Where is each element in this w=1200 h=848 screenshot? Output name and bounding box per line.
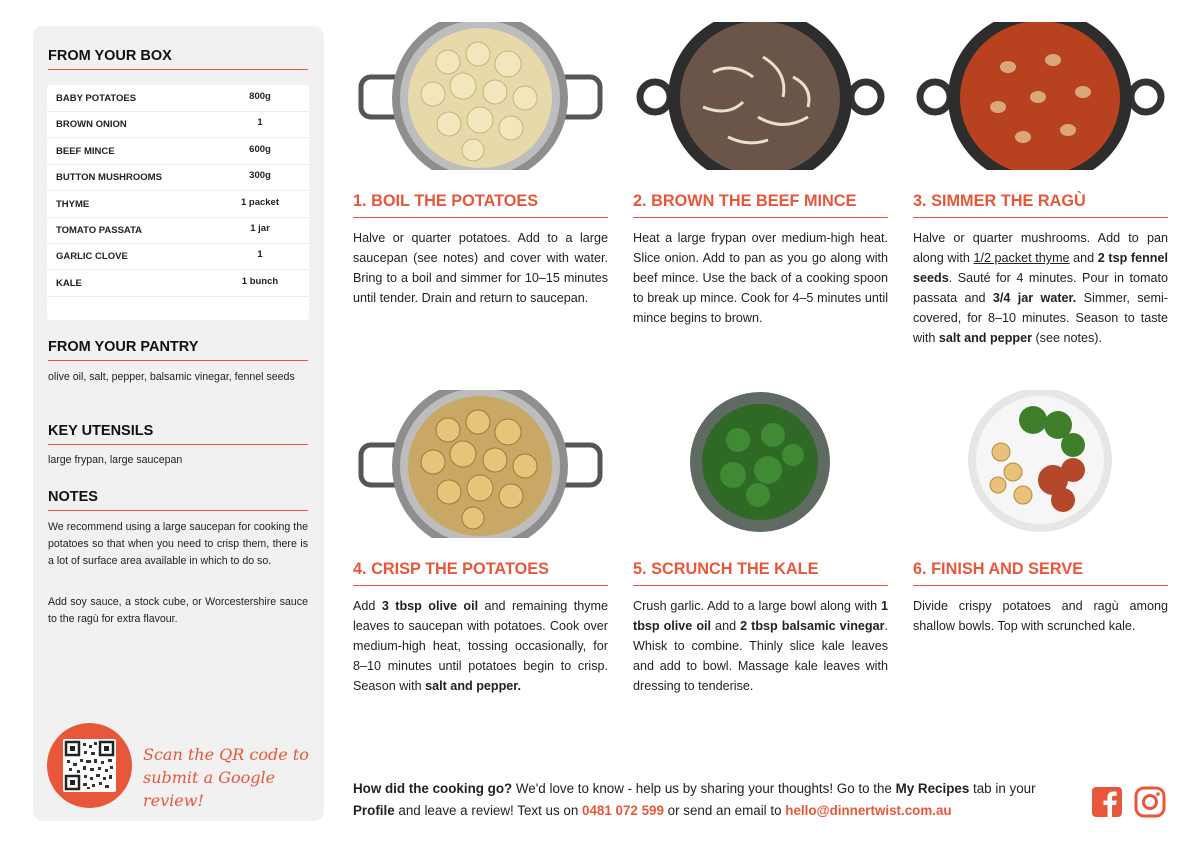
pantry-text: olive oil, salt, pepper, balsamic vinegar, fennel seeds <box>48 371 295 383</box>
qr-caption-line-2: submit a Google review! <box>143 768 276 810</box>
qr-badge[interactable] <box>47 723 132 808</box>
notes-paragraph-2: Add soy sauce, a stock cube, or Worcestershire sauce to the ragù for extra flavour. <box>48 596 308 625</box>
ingredient-name: BABY POTATOES <box>56 93 137 104</box>
my-recipes-link[interactable]: My Recipes <box>895 781 970 796</box>
step-text-segment: . Sauté for 4 minutes. Pour in tomato passata and <box>913 271 1168 305</box>
facebook-icon[interactable] <box>1091 786 1123 818</box>
step-6-text <box>913 596 1168 636</box>
qr-caption-line-1: Scan the QR code to <box>143 745 309 764</box>
ingredient-quantity: 1 packet <box>240 196 280 208</box>
ingredient-row <box>47 138 309 165</box>
bold-ingredient: 1 tbsp olive oil <box>633 599 888 633</box>
bold-ingredient: salt and pepper <box>938 331 1032 345</box>
step-5-text <box>633 596 888 696</box>
ingredient-quantity: 300g <box>249 170 271 182</box>
step-text-segment: and <box>711 619 741 633</box>
bold-ingredient: salt and pepper. <box>425 679 521 693</box>
ingredient-row <box>47 270 309 297</box>
notes-heading: NOTES <box>48 489 308 511</box>
bold-ingredient: 2 tbsp balsamic vinegar <box>740 619 885 633</box>
step-text-segment: Divide crispy potatoes and ragù among shallow bowls. Top with scrunched kale. <box>913 599 1168 633</box>
bold-ingredient: 3/4 jar water. <box>992 291 1077 305</box>
step-1-title: 1. BOIL THE POTATOES <box>353 192 608 218</box>
ingredients-table <box>47 85 309 320</box>
footer-question: How did the cooking go? <box>353 781 513 796</box>
instagram-icon[interactable] <box>1134 786 1166 818</box>
ingredient-row <box>47 191 309 218</box>
step-text-segment: and remaining thyme leaves to saucepan with potatoes. Cook over medium-high heat, tossing occasionally, for 8–10 minutes until potatoes begin to crisp. Season with <box>353 599 608 693</box>
ingredient-name: BEEF MINCE <box>56 145 115 157</box>
ingredient-quantity: 1 <box>257 117 263 129</box>
feedback-footer <box>353 778 1073 822</box>
footer-text-2: tab in your <box>969 781 1036 796</box>
ingredient-quantity: 1 bunch <box>241 275 279 287</box>
step-text-segment: Simmer, semi-covered, for 8–10 minutes. Season to taste with <box>913 291 1168 345</box>
notes-paragraph-1: We recommend using a large saucepan for cooking the potatoes so that when you need to crisp them, there is a lot of surface area available in which to do so. <box>48 521 308 567</box>
ingredient-row <box>47 85 309 112</box>
ingredient-name: KALE <box>56 277 82 289</box>
qr-code[interactable] <box>63 739 116 792</box>
ingredient-name: BROWN ONION <box>56 119 127 131</box>
footer-text-3: and leave a review! Text us on <box>394 803 583 818</box>
bold-ingredient: 3 tbsp olive oil <box>381 599 479 613</box>
step-6-title: 6. FINISH AND SERVE <box>913 560 1168 586</box>
ingredient-name: GARLIC CLOVE <box>56 251 128 263</box>
ingredient-name: TOMATO PASSATA <box>56 225 143 236</box>
step-text-segment: Add <box>353 599 382 613</box>
ingredient-name: THYME <box>56 198 90 210</box>
ingredient-row <box>47 243 309 270</box>
step-text-segment: Halve or quarter potatoes. Add to a large saucepan (see notes) and cover with water. Bring to a boil and simmer for 10–15 minutes until tender. Drain and return to saucepan. <box>353 231 608 305</box>
step-1-text <box>353 228 608 308</box>
utensils-text: large frypan, large saucepan <box>48 454 183 466</box>
step-2-title: 2. BROWN THE BEEF MINCE <box>633 192 888 218</box>
email-link[interactable]: hello@dinnertwist.com.au <box>785 803 952 818</box>
served-bowl-image <box>913 390 1168 538</box>
footer-text-1: We'd love to know - help us by sharing your thoughts! Go to the <box>512 781 896 796</box>
ingredient-quantity: 800g <box>249 91 271 102</box>
step-5-title: 5. SCRUNCH THE KALE <box>633 560 888 586</box>
step-text-segment: Crush garlic. Add to a large bowl along with <box>633 599 881 613</box>
kale-bowl-image <box>633 390 888 538</box>
ingredient-quantity: 600g <box>249 143 271 155</box>
ingredient-name: BUTTON MUSHROOMS <box>56 172 162 184</box>
bold-ingredient: 2 tsp fennel seeds <box>913 251 1168 285</box>
beef-mince-pan-image <box>633 22 888 170</box>
ingredient-row <box>47 111 309 138</box>
qr-code-icon <box>63 739 116 792</box>
crispy-potatoes-pot-image <box>353 390 608 538</box>
step-3-title: 3. SIMMER THE RAGÙ <box>913 192 1168 218</box>
qr-caption <box>143 743 313 812</box>
step-4-title: 4. CRISP THE POTATOES <box>353 560 608 586</box>
step-text-segment: and <box>1069 251 1098 265</box>
step-text-segment: Halve or quarter mushrooms. Add to pan along with <box>913 231 1168 265</box>
from-your-box-heading: FROM YOUR BOX <box>48 48 308 70</box>
step-4-text <box>353 596 608 696</box>
ingredient-quantity: 1 <box>257 249 263 261</box>
step-text-segment: Heat a large frypan over medium-high heat. Slice onion. Add to pan as you go along with beef mince. Use the back of a cooking spoon to break up mince. Cook for 4–5 minutes until mince begins to brown. <box>633 231 888 325</box>
step-3-text <box>913 228 1168 348</box>
ragu-pan-image <box>913 22 1168 170</box>
ingredient-quantity: 1 jar <box>250 223 270 234</box>
sidebar <box>33 26 324 821</box>
pantry-heading: FROM YOUR PANTRY <box>48 339 308 361</box>
utensils-heading: KEY UTENSILS <box>48 423 308 445</box>
phone-link[interactable]: 0481 072 599 <box>582 803 664 818</box>
ingredient-row <box>47 217 309 244</box>
ingredient-row <box>47 164 309 191</box>
profile-link[interactable]: Profile <box>353 803 395 818</box>
step-text-segment: . Whisk to combine. Thinly slice kale leaves and add to bowl. Massage kale leaves with dressing to tenderise. <box>633 619 888 693</box>
footer-text-4: or send an email to <box>663 803 786 818</box>
boiled-potatoes-pot-image <box>353 22 608 170</box>
step-2-text <box>633 228 888 328</box>
step-text-segment: (see notes). <box>1031 331 1102 345</box>
underlined-ingredient: 1/2 packet thyme <box>973 251 1070 265</box>
